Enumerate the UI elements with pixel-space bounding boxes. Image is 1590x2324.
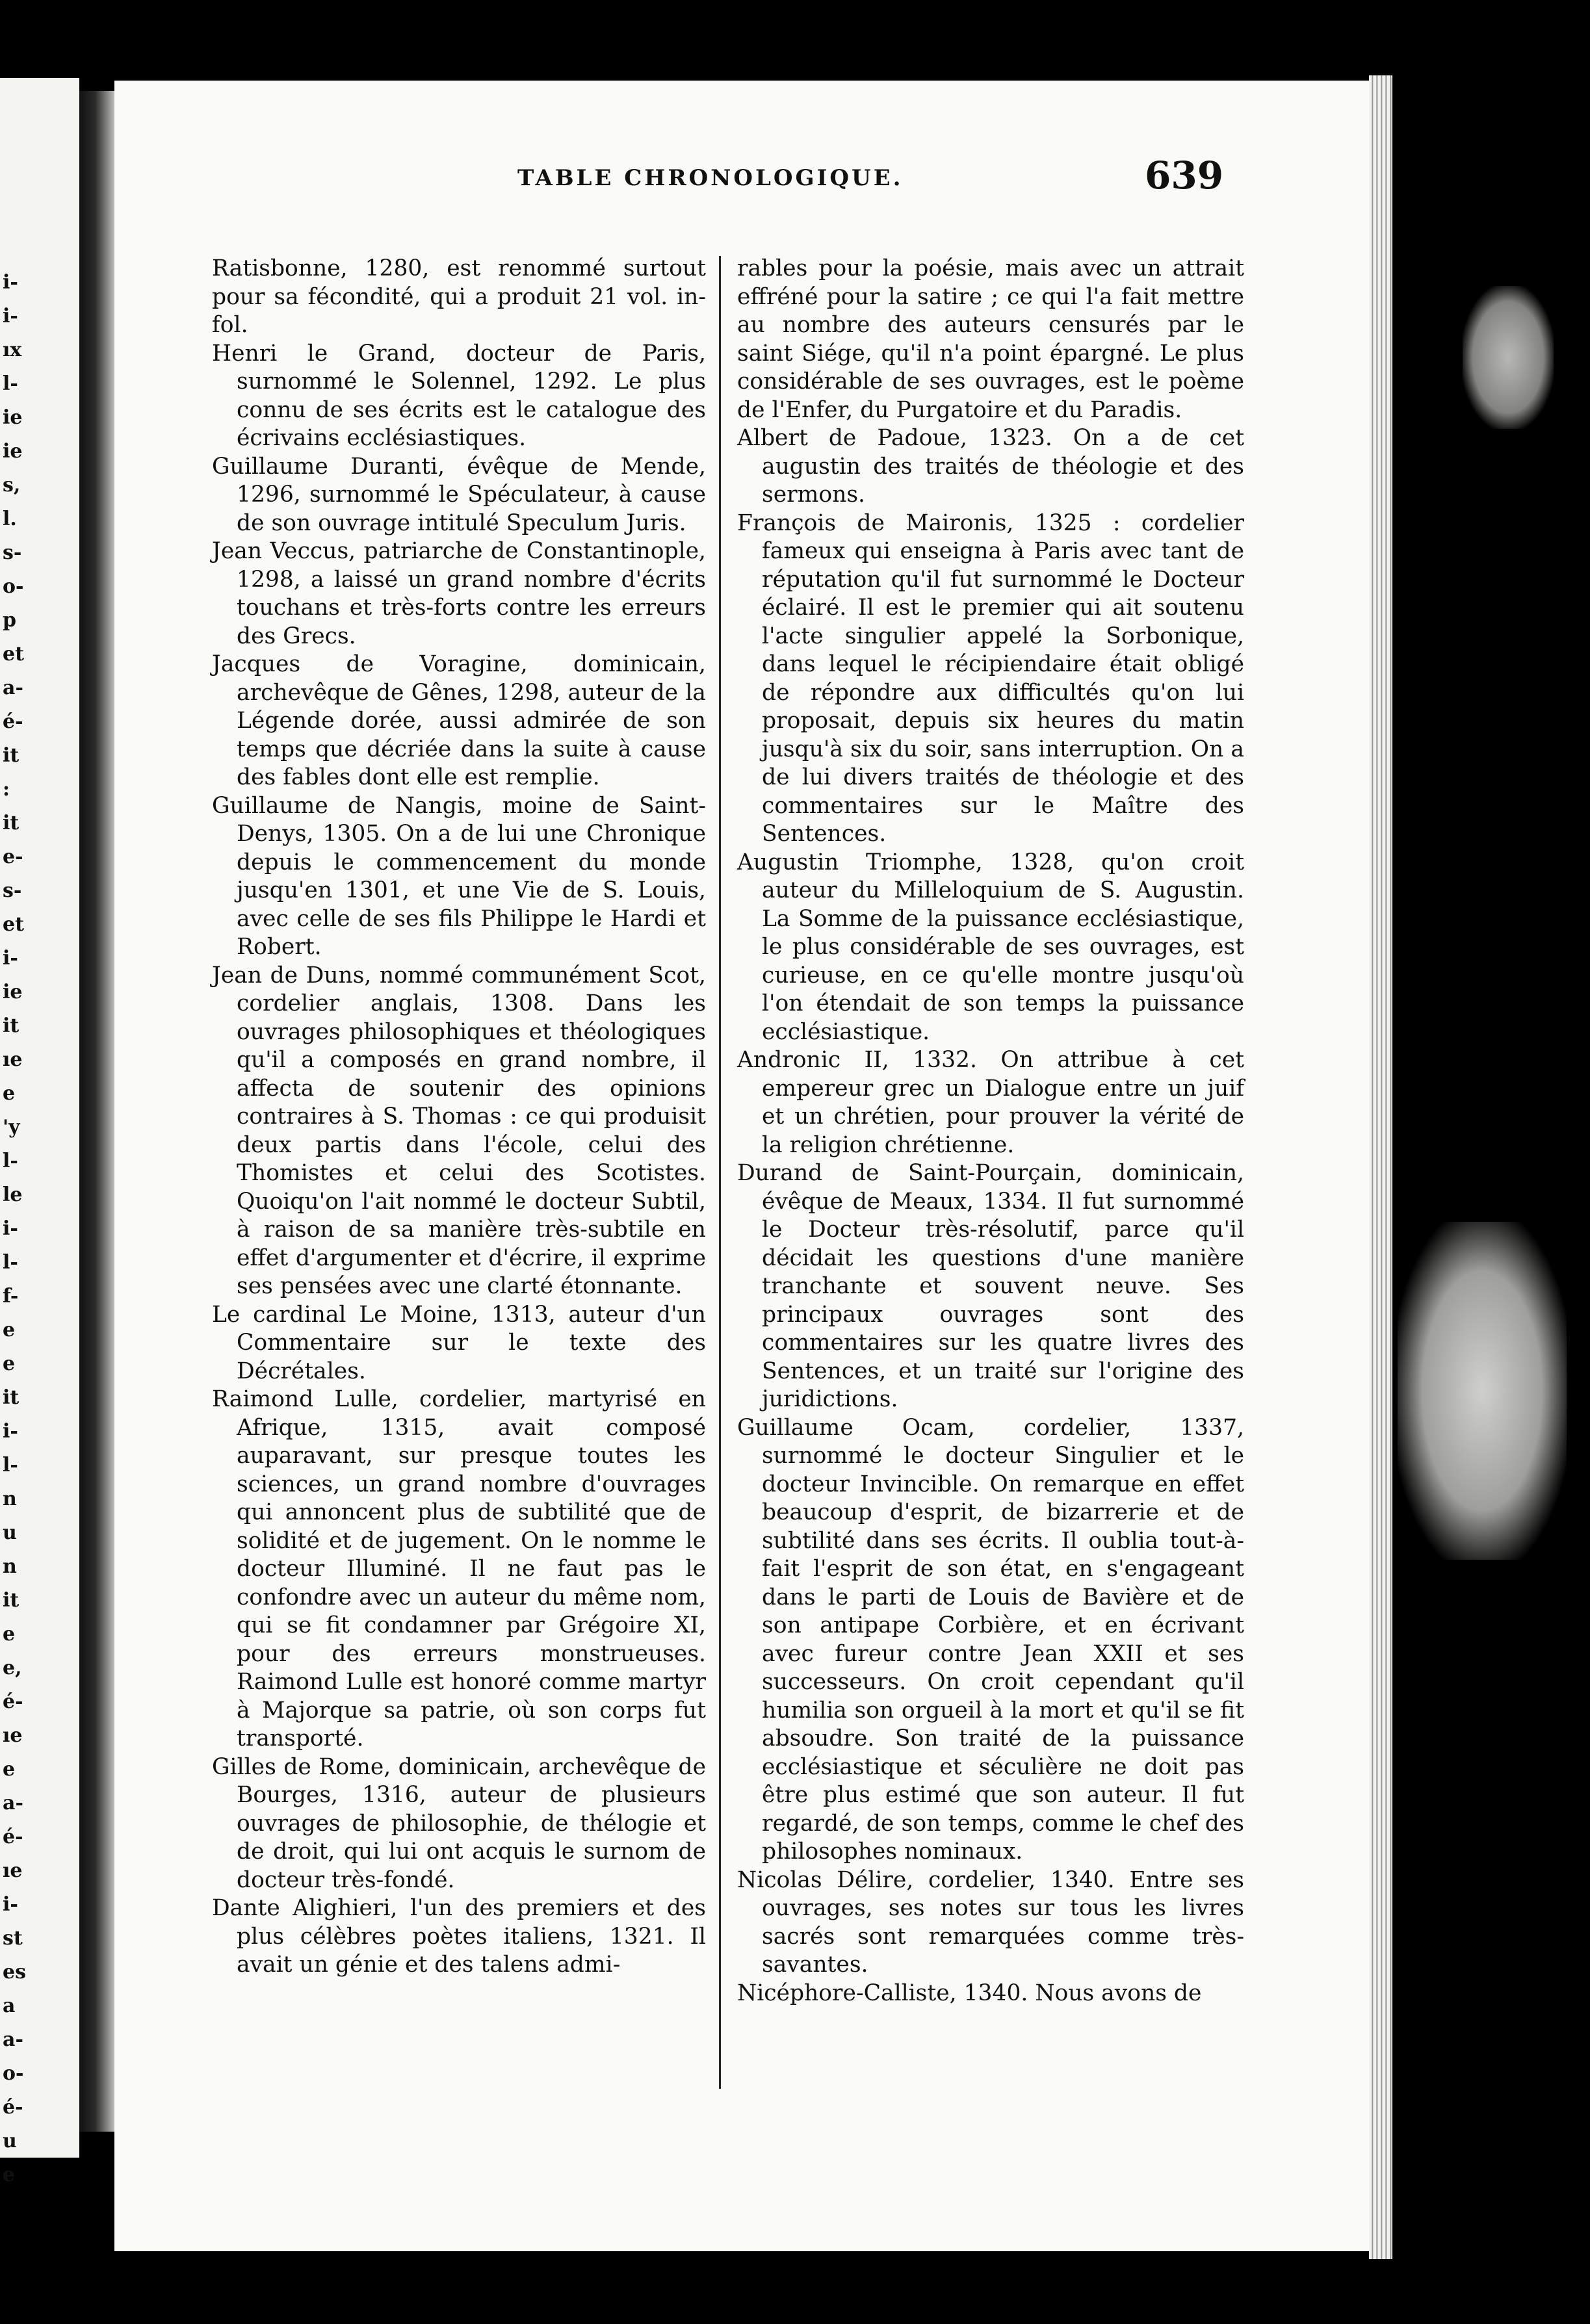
facing-page-fragment: it	[3, 1589, 20, 1612]
entry-paragraph: Albert de Padoue, 1323. On a de cet augustin des traités de théologie et des sermons.	[737, 425, 1244, 508]
facing-page-fragment: a	[3, 1995, 16, 2017]
entry-paragraph: Raimond Lulle, cordelier, martyrisé en Afrique, 1315, avait composé auparavant, sur presque toutes les sciences, un grand nombre d'ouvrages qui annoncent plus de subtilité que de solidité et de jugement. On le nomme le docteur Illuminé. Il ne faut pas le confondre avec un auteur du même nom, qui se fit condamner par Grégoire XI, pour des erreurs monstrueuses. Raimond Lulle est honoré comme martyr à Majorque sa patrie, où son corps fut transporté.	[212, 1386, 706, 1751]
facing-page-fragment: é-	[3, 710, 23, 733]
facing-page-fragment: ie	[3, 981, 23, 1003]
facing-page-fragment: e	[3, 1623, 16, 1646]
entry-paragraph: Le cardinal Le Moine, 1313, auteur d'un Commentaire sur le texte des Décrétales.	[212, 1301, 706, 1384]
facing-page-fragment: l-	[3, 1454, 18, 1477]
book-page	[114, 81, 1369, 2251]
facing-page-fragment: it	[3, 1386, 20, 1409]
facing-page-fragment: u	[3, 2130, 17, 2152]
facing-page-fragment: ie	[3, 406, 23, 429]
entry-paragraph: Dante Alighieri, l'un des premiers et des plus célèbres poètes italiens, 1321. Il avait un génie et des talens admi-	[212, 1895, 706, 1978]
running-title: TABLE CHRONOLOGIQUE.	[517, 165, 904, 191]
facing-page-fragment: l-	[3, 1251, 18, 1274]
entry-paragraph: Nicolas Délire, cordelier, 1340. Entre ses ouvrages, ses notes sur tous les livres sacrés sont remarquées comme très-savantes.	[737, 1866, 1244, 1978]
facing-page-fragment: s,	[3, 474, 21, 497]
facing-page-fragment: e	[3, 1758, 16, 1781]
facing-page-fragment: i-	[3, 1217, 18, 1240]
facing-page-fragment: e-	[3, 846, 23, 868]
entry-paragraph: Henri le Grand, docteur de Paris, surnommé le Solennel, 1292. Le plus connu de ses écrits est le catalogue des écrivains ecclésiastiques.	[212, 340, 706, 451]
facing-page-fragment: le	[3, 1183, 23, 1206]
entry-paragraph: Augustin Triomphe, 1328, qu'on croit auteur du Milleloquium de S. Augustin. La Somme de la puissance ecclésiastique, le plus considérable de ses ouvrages, est curieuse, en ce qu'elle montre jusqu'où l'on étendait de son temps la puissance ecclésiastique.	[737, 849, 1244, 1045]
facing-page-fragment: ıx	[3, 339, 22, 361]
facing-page-fragment: st	[3, 1927, 23, 1950]
entry-paragraph: Guillaume Ocam, cordelier, 1337, surnommé le docteur Singulier et le docteur Invincible. On remarque en effet beaucoup d'esprit, de bizarrerie et de subtilité dans ses écrits. Il oublia tout-à-fait l'esprit de son état, en s'engageant dans le parti de Louis de Bavière et de son antipape Corbière, et en écrivant avec fureur contre Jean XXII et ses successeurs. On croit cependant qu'il humilia son orgueil à la mort et qu'il se fit absoudre. Son traité de la puissance ecclésiastique et séculière ne doit pas être plus estimé que son auteur. Il fut regardé, de son temps, comme le chef des philosophes nominaux.	[737, 1414, 1244, 1865]
entry-paragraph: Jacques de Voragine, dominicain, archevêque de Gênes, 1298, auteur de la Légende dorée, aussi admirée de son temps que décriée dans la suite à cause des fables dont elle est remplie.	[212, 651, 706, 790]
facing-page-fragment: a-	[3, 2028, 23, 2051]
facing-page-fragment: u	[3, 1521, 17, 1544]
facing-page-fragment: i-	[3, 947, 18, 970]
entry-paragraph: François de Maironis, 1325 : cordelier fameux qui enseigna à Paris avec tant de réputation qu'il fut surnommé le Docteur éclairé. Il est le premier qui ait soutenu l'acte singulier appelé la Sorbonique, dans lequel le récipiendaire était obligé de répondre aux difficultés qu'on lui proposait, depuis six heures du matin jusqu'à six du soir, sans interruption. On a de lui divers traités de théologie et des commentaires sur le Maître des Sentences.	[737, 510, 1244, 847]
entry-paragraph: rables pour la poésie, mais avec un attrait effréné pour la satire ; ce qui l'a fait mettre au nombre des auteurs censurés par le saint Siége, qu'il n'a point épargné. Le plus considérable de ses ouvrages, est le poème de l'Enfer, du Purgatoire et du Paradis.	[737, 255, 1244, 423]
facing-page-fragment: i-	[3, 1893, 18, 1916]
facing-page-fragment: :	[3, 778, 10, 801]
facing-page-fragment: e	[3, 1082, 16, 1105]
entry-paragraph: Guillaume Duranti, évêque de Mende, 1296, surnommé le Spéculateur, à cause de son ouvrage intitulé Speculum Juris.	[212, 453, 706, 536]
facing-page-fragment: a-	[3, 1792, 23, 1814]
facing-page-fragment: l-	[3, 1150, 18, 1172]
facing-page-fragment: e	[3, 1319, 16, 1341]
facing-page-fragment: it	[3, 812, 20, 834]
facing-page-fragment: é-	[3, 2096, 23, 2119]
facing-page-fragment: 'y	[3, 1116, 20, 1139]
facing-page-fragment: e,	[3, 1657, 22, 1679]
facing-page-fragment: et	[3, 913, 24, 936]
facing-page-fragment: p	[3, 609, 16, 632]
facing-page-fragment: it	[3, 1014, 20, 1037]
entry-paragraph: Nicéphore-Calliste, 1340. Nous avons de	[737, 1980, 1202, 2006]
entry-paragraph: Gilles de Rome, dominicain, archevêque de Bourges, 1316, auteur de plusieurs ouvrages de philosophie, de thélogie et de droit, qui lui ont acquis le surnom de docteur très-fondé.	[212, 1753, 706, 1893]
facing-page-fragment: i-	[3, 271, 18, 294]
paper-damage	[1398, 1222, 1567, 1560]
entry-paragraph: Andronic II, 1332. On attribue à cet empereur grec un Dialogue entre un juif et un chrétien, pour prouver la vérité de la religion chrétienne.	[737, 1047, 1244, 1158]
right-text-column	[737, 255, 1244, 2008]
entry-paragraph: Ratisbonne, 1280, est renommé surtout pour sa fécondité, qui a produit 21 vol. in-fol.	[212, 255, 706, 338]
entry-paragraph: Jean Veccus, patriarche de Constantinople, 1298, a laissé un grand nombre d'écrits touchans et très-forts contre les erreurs des Grecs.	[212, 538, 706, 649]
facing-page-fragment: f-	[3, 1285, 19, 1308]
facing-page-fragment: n	[3, 1555, 17, 1578]
facing-page-fragment: es	[3, 1961, 26, 1983]
facing-page-fragment: s-	[3, 879, 22, 902]
entry-paragraph: Guillaume de Nangis, moine de Saint-Denys, 1305. On a de lui une Chronique depuis le commencement du monde jusqu'en 1301, et une Vie de S. Louis, avec celle de ses fils Philippe le Hardi et Robert.	[212, 792, 706, 960]
page-stack-edge	[1369, 75, 1392, 2259]
column-divider	[719, 256, 721, 2089]
facing-page-fragment: n	[3, 1488, 17, 1510]
facing-page-fragment: ıe	[3, 1724, 23, 1747]
facing-page-strip	[0, 78, 79, 2186]
facing-page-fragment: l-	[3, 372, 18, 395]
facing-page-fragment: e	[3, 2163, 16, 2186]
facing-page-fragment: ıe	[3, 1859, 23, 1882]
facing-page-fragment: é-	[3, 1826, 23, 1848]
facing-page-fragment: e	[3, 1352, 16, 1375]
facing-page-fragment: é-	[3, 1690, 23, 1713]
entry-paragraph: Durand de Saint-Pourçain, dominicain, évêque de Meaux, 1334. Il fut surnommé le Docteur très-résolutif, parce qu'il décidait les questions d'une manière tranchante et souvent neuve. Ses principaux ouvrages sont des commentaires sur les quatre livres des Sentences, et un traité sur l'origine des juridictions.	[737, 1160, 1244, 1412]
book-gutter	[79, 91, 114, 2132]
facing-page-fragment: i-	[3, 1420, 18, 1443]
facing-page-fragment: ıe	[3, 1048, 23, 1071]
facing-page-fragment: l.	[3, 508, 17, 530]
paper-damage	[1463, 286, 1554, 429]
facing-page-fragment: i-	[3, 305, 18, 328]
facing-page-fragment: it	[3, 744, 20, 767]
facing-page-fragment: ie	[3, 440, 23, 463]
facing-page-fragment: o-	[3, 2062, 24, 2085]
entry-paragraph: Jean de Duns, nommé communément Scot, cordelier anglais, 1308. Dans les ouvrages philosophiques et théologiques qu'il a composés en grand nombre, il affecta de soutenir des opinions contraires à S. Thomas : ce qui produisit deux partis dans l'école, celui des Thomistes et celui des Scotistes. Quoiqu'on l'ait nommé le docteur Subtil, à raison de sa manière très-subtile en effet d'argumenter et d'écrire, il exprime ses pensées avec une clarté étonnante.	[212, 962, 706, 1299]
facing-page-fragment: et	[3, 643, 24, 665]
facing-page-fragment: a-	[3, 677, 23, 699]
facing-page-fragment: s-	[3, 541, 22, 564]
page-number: 639	[1145, 153, 1224, 198]
facing-page-fragment: o-	[3, 575, 24, 598]
left-text-column	[212, 255, 706, 1980]
